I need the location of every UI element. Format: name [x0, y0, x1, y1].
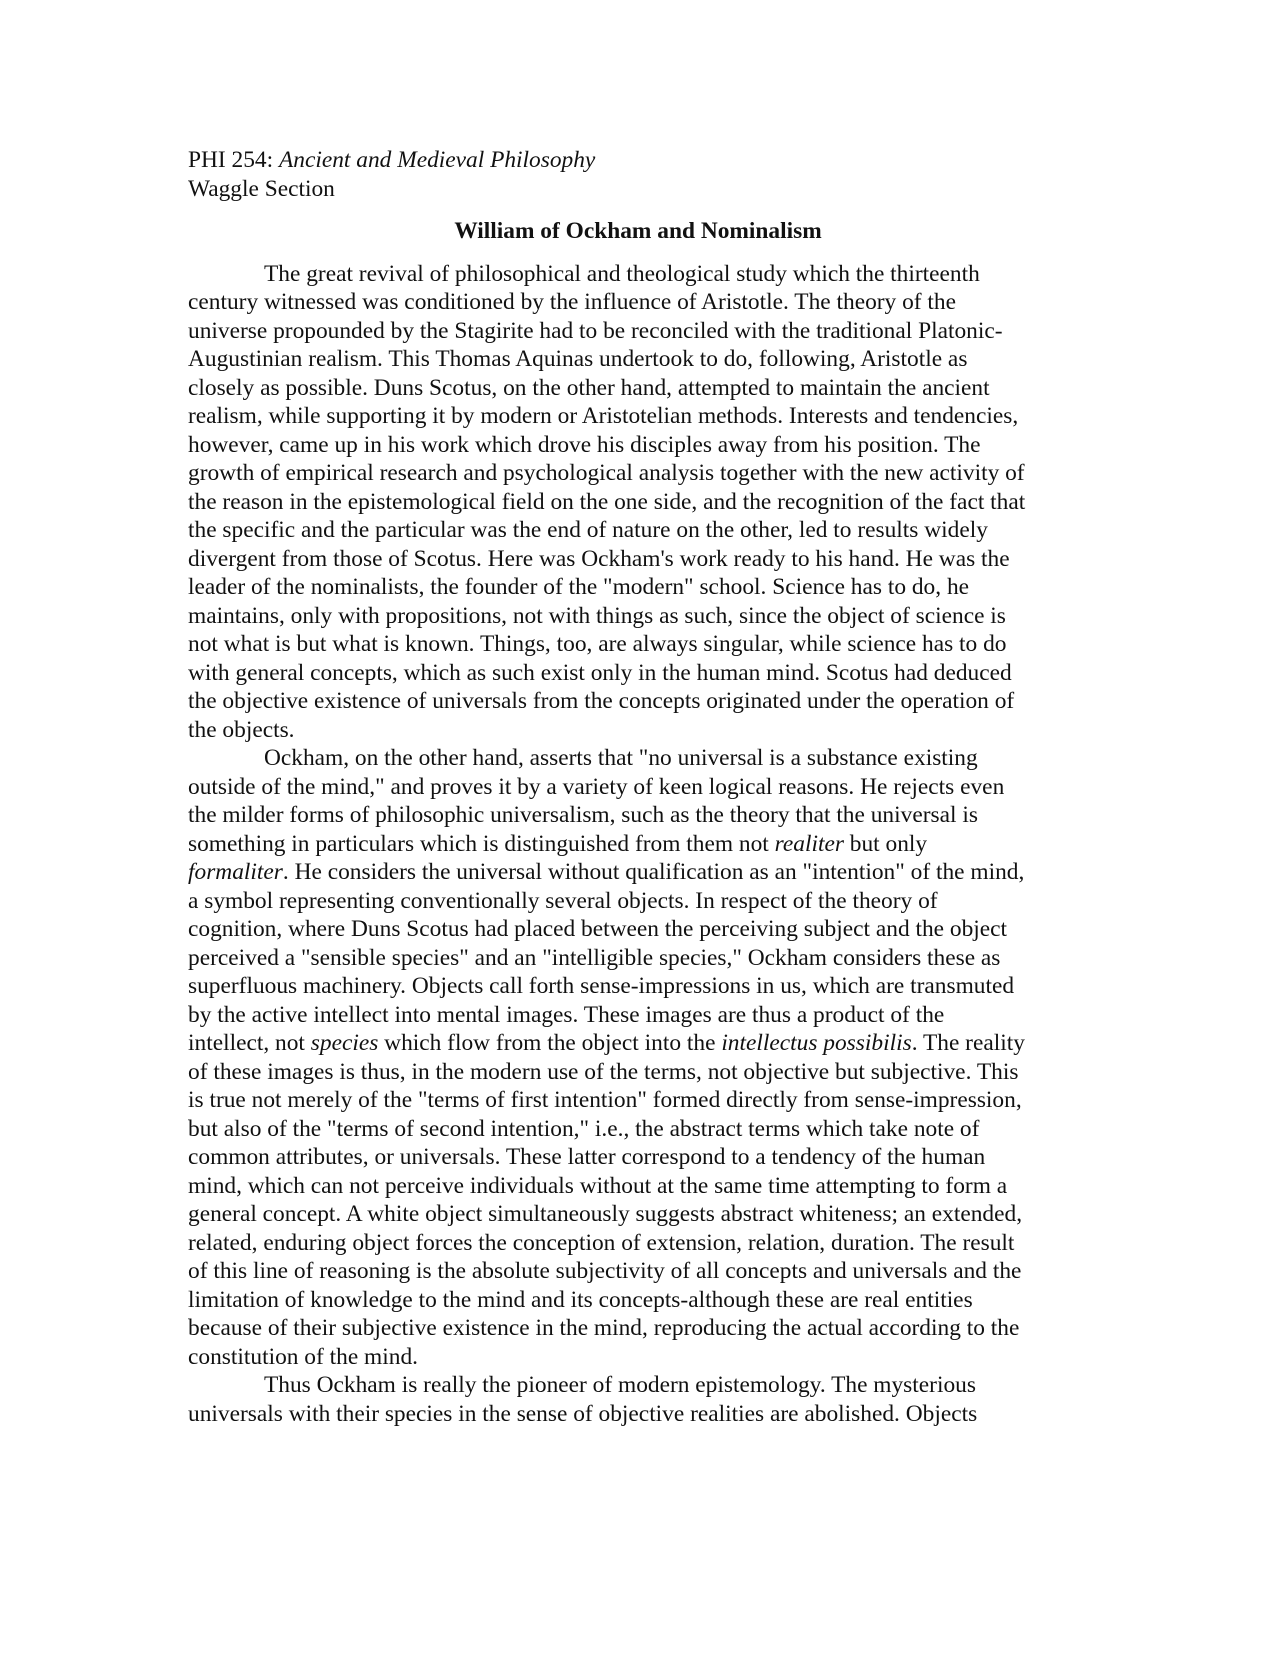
text-line: Augustinian realism. This Thomas Aquinas undertook to do, following, Aristotle as [188, 346, 968, 372]
course-code: PHI 254: [188, 147, 279, 173]
text-line: mind, which can not perceive individuals without at the same time attempting to form a [188, 1172, 1008, 1199]
course-title: Ancient and Medieval Philosophy [278, 147, 596, 173]
text-line: not what is but what is known. Things, too, are always singular, while science has to do [188, 631, 1007, 657]
text-line: universe propounded by the Stagirite had to be reconciled with the traditional Platonic- [188, 317, 1003, 344]
text-run: . The reality [911, 1030, 1025, 1056]
text-line: Ockham, on the other hand, asserts that "no universal is a substance existing [264, 745, 978, 771]
document-page [188, 146, 1088, 1428]
text-line: century witnessed was conditioned by the influence of Aristotle. The theory of the [188, 289, 957, 315]
text-line: the milder forms of philosophic universalism, such as the theory that the universal is [188, 802, 978, 828]
text-line: of this line of reasoning is the absolute subjectivity of all concepts and universals and the [188, 1258, 1022, 1284]
text-line [188, 830, 1088, 859]
italic-term: intellectus possibilis [721, 1030, 912, 1056]
text-run: something in particulars which is distinguished from them not [188, 830, 775, 857]
text-line: outside of the mind," and proves it by a variety of keen logical reasons. He rejects even [188, 773, 1005, 800]
text-run: . He considers the universal without qualification as an "intention" of the mind, [282, 859, 1025, 885]
text-line: the objective existence of universals from the concepts originated under the operation of [188, 688, 1015, 714]
text-line: by the active intellect into mental images. These images are thus a product of the [188, 1001, 945, 1028]
text-line: of these images is thus, in the modern use of the terms, not objective but subjective. This [188, 1058, 1019, 1085]
text-line: The great revival of philosophical and theological study which the thirteenth [264, 260, 980, 287]
text-line: related, enduring object forces the conception of extension, relation, duration. The result [188, 1229, 1015, 1256]
text-line: perceived a "sensible species" and an "intelligible species," Ockham considers these as [188, 944, 1001, 971]
text-line: the specific and the particular was the end of nature on the other, led to results widely [188, 517, 988, 543]
text-line: leader of the nominalists, the founder of the "modern" school. Science has to do, he [188, 574, 970, 600]
text-line [188, 858, 1088, 887]
text-line: growth of empirical research and psychological analysis together with the new activity of [188, 460, 1025, 486]
text-run: but only [843, 830, 928, 857]
text-line: superfluous machinery. Objects call forth sense-impressions in us, which are transmuted [188, 973, 1015, 999]
text-line: general concept. A white object simultaneously suggests abstract whiteness; an extended, [188, 1201, 1023, 1227]
text-line [188, 1029, 1088, 1058]
section-name: Waggle Section [188, 175, 335, 202]
text-line: realism, while supporting it by modern or Aristotelian methods. Interests and tendencies, [188, 403, 1019, 429]
italic-term: realiter [774, 830, 844, 857]
text-line: with general concepts, which as such exist only in the human mind. Scotus had deduced [188, 659, 1012, 686]
text-line: Thus Ockham is really the pioneer of modern epistemology. The mysterious [264, 1372, 976, 1398]
text-run: which flow from the object into the [378, 1030, 722, 1056]
text-line: common attributes, or universals. These latter correspond to a tendency of the human [188, 1144, 986, 1170]
text-line: the reason in the epistemological field on the one side, and the recognition of the fact that [188, 488, 1026, 515]
text-line: however, came up in his work which drove his disciples away from his position. The [188, 431, 981, 458]
italic-term: species [310, 1030, 379, 1056]
text-line: divergent from those of Scotus. Here was Ockham's work ready to his hand. He was the [188, 545, 1010, 572]
paragraph [188, 744, 1088, 1371]
text-line: constitution of the mind. [188, 1343, 418, 1370]
text-line: the objects. [188, 716, 295, 743]
text-run: intellect, not [188, 1030, 311, 1056]
text-line: universals with their species in the sense of objective realities are abolished. Objects [188, 1400, 978, 1427]
document-title: William of Ockham and Nominalism [454, 218, 822, 244]
text-line: closely as possible. Duns Scotus, on the other hand, attempted to maintain the ancient [188, 374, 990, 401]
paragraph [188, 1371, 1088, 1428]
text-line: cognition, where Duns Scotus had placed between the perceiving subject and the object [188, 916, 1008, 942]
text-line: a symbol representing conventionally several objects. In respect of the theory of [188, 887, 938, 914]
text-line: because of their subjective existence in the mind, reproducing the actual according to the [188, 1315, 1020, 1341]
italic-term: formaliter [188, 859, 283, 885]
text-line: limitation of knowledge to the mind and its concepts-although these are real entities [188, 1286, 973, 1313]
text-line: maintains, only with propositions, not with things as such, since the object of science is [188, 602, 1006, 629]
paragraph [188, 260, 1088, 745]
body-text [188, 260, 1088, 1429]
course-header [188, 146, 1088, 175]
text-line: but also of the "terms of second intention," i.e., the abstract terms which take note of [188, 1115, 980, 1142]
text-line: is true not merely of the "terms of first intention" formed directly from sense-impression, [188, 1087, 1022, 1113]
